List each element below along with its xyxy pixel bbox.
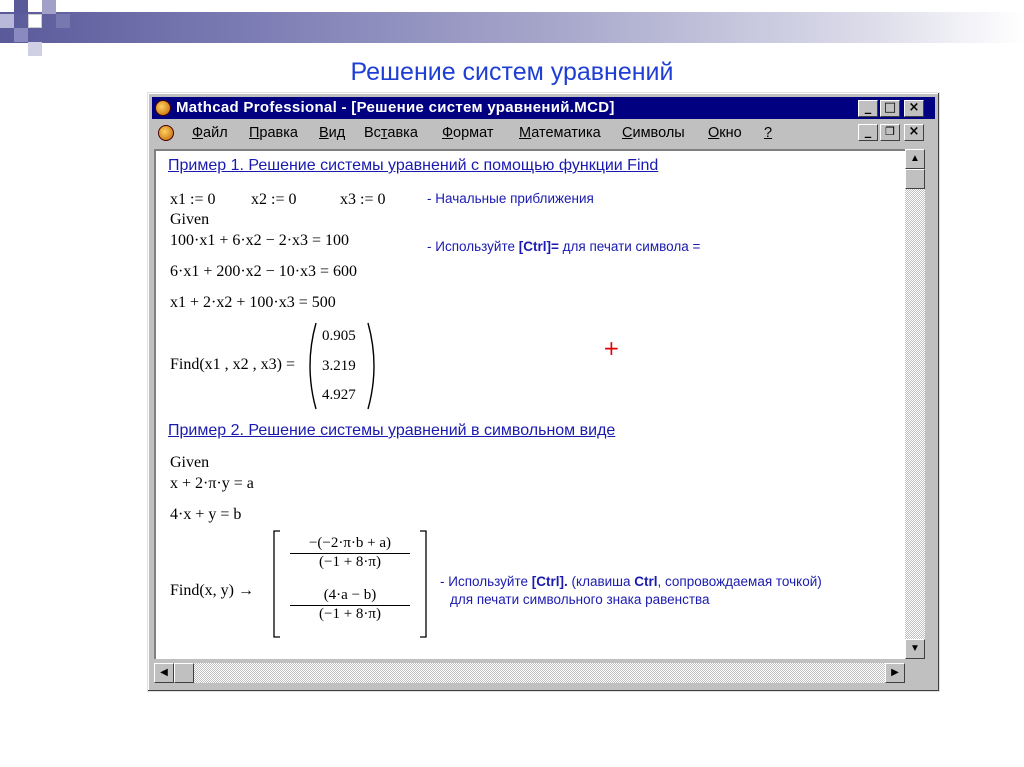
slide-decoration-square — [56, 14, 70, 28]
minimize-button[interactable]: _ — [858, 100, 878, 117]
menu-help[interactable] — [764, 125, 772, 141]
note-text: - Используйте — [440, 574, 532, 589]
note-text: (клавиша — [567, 574, 635, 589]
init-note[interactable]: - Начальные приближения — [427, 191, 594, 206]
ctrl-dot-note[interactable] — [440, 574, 822, 589]
slide-decoration-square — [28, 14, 42, 28]
init-x2[interactable]: x2 := 0 — [251, 191, 297, 208]
menu-accel: В — [319, 125, 329, 141]
worksheet[interactable] — [154, 149, 905, 659]
init-x3[interactable]: x3 := 0 — [340, 191, 386, 208]
slide-decoration-square — [42, 0, 56, 14]
menu-accel: Ф — [442, 125, 454, 141]
menu-label: Вс — [364, 125, 381, 141]
fraction-numerator: (4·a − b) — [323, 587, 377, 603]
result-x1: 0.905 — [322, 328, 356, 344]
menu-label: авка — [387, 125, 418, 141]
note-text: - Используйте — [427, 239, 519, 254]
ctrl-dot-note-line2[interactable]: для печати символьного знака равенства — [450, 592, 710, 607]
mathcad-app-icon[interactable] — [155, 100, 171, 116]
slide-decoration-square — [14, 28, 28, 42]
scrollbar-corner — [905, 663, 925, 683]
menu-accel: ? — [764, 125, 773, 141]
scroll-left-button[interactable]: ◀ — [154, 663, 174, 683]
scroll-up-button[interactable]: ▲ — [905, 149, 925, 169]
vertical-scroll-thumb[interactable] — [905, 169, 925, 189]
menu-insert[interactable] — [364, 125, 418, 141]
equation-2[interactable]: 6·x1 + 200·x2 − 10·x3 = 600 — [170, 263, 358, 280]
menu-accel: С — [622, 125, 633, 141]
note-key: [Ctrl]= — [518, 239, 559, 254]
example1-heading: Пример 1. Решение системы уравнений с помощью функции Find — [168, 157, 659, 174]
symbolic-fraction-x — [290, 535, 410, 571]
fraction-denominator: (−1 + 8·π) — [319, 554, 381, 570]
doc-restore-button[interactable]: ❐ — [880, 124, 900, 141]
result-x3: 4.927 — [322, 387, 356, 403]
scroll-right-button[interactable]: ▶ — [885, 663, 905, 683]
window-titlebar[interactable] — [152, 97, 935, 119]
document-icon[interactable] — [158, 125, 174, 141]
equation-3[interactable]: x1 + 2·x2 + 100·x3 = 500 — [170, 294, 336, 311]
menu-label: атематика — [531, 125, 601, 141]
symbolic-fraction-y — [290, 587, 410, 623]
menu-accel: М — [519, 125, 532, 141]
slide-decoration-square — [14, 0, 28, 14]
slide-decoration-square — [28, 42, 42, 56]
slide-decoration-square — [0, 14, 14, 28]
find-call[interactable]: Find(x1 , x2 , x3) = — [170, 356, 296, 373]
menu-edit[interactable] — [249, 125, 298, 141]
find-symbolic-call[interactable]: Find(x, y) → — [170, 582, 254, 599]
menu-label: ид — [328, 125, 346, 141]
menu-accel: О — [708, 125, 720, 141]
close-button[interactable]: × — [904, 100, 924, 117]
slide-title: Решение систем уравнений — [350, 58, 674, 86]
example2-heading: Пример 2. Решение системы уравнений в символьном виде — [168, 422, 616, 439]
menu-accel: П — [249, 125, 260, 141]
vertical-scrollbar[interactable] — [905, 149, 925, 659]
sym-equation-1[interactable]: x + 2·π·y = a — [170, 475, 254, 492]
insertion-cursor: + — [603, 336, 620, 360]
fraction-denominator: (−1 + 8·π) — [319, 606, 381, 622]
ctrl-equals-note[interactable] — [427, 239, 700, 254]
window-title: Mathcad Professional - [Решение систем уравнений.MCD] — [176, 99, 615, 116]
given-keyword-2[interactable]: Given — [170, 454, 210, 471]
note-text: , сопровождаемая точкой) — [657, 574, 822, 589]
horizontal-scrollbar[interactable] — [154, 663, 905, 683]
equation-1[interactable]: 100·x1 + 6·x2 − 2·x3 = 100 — [170, 232, 350, 249]
doc-minimize-button[interactable]: _ — [858, 124, 878, 141]
scroll-down-button[interactable]: ▼ — [905, 639, 925, 659]
init-x1[interactable]: x1 := 0 — [170, 191, 216, 208]
note-key: [Ctrl]. — [531, 574, 568, 589]
result-x2: 3.219 — [322, 358, 356, 374]
menu-view[interactable] — [319, 125, 345, 141]
menu-file[interactable] — [192, 125, 228, 141]
slide-decoration-bar — [0, 12, 1024, 43]
menu-math[interactable] — [519, 125, 601, 141]
maximize-button[interactable]: □ — [880, 100, 900, 117]
menu-format[interactable] — [442, 125, 494, 141]
menu-label: айл — [203, 125, 228, 141]
mathcad-window — [147, 92, 940, 692]
menu-symbols[interactable] — [622, 125, 685, 141]
menu-label: равка — [259, 125, 298, 141]
note-key: Ctrl — [634, 574, 658, 589]
sym-equation-2[interactable]: 4·x + y = b — [170, 506, 242, 523]
menu-accel: Ф — [192, 125, 204, 141]
menu-label: имволы — [632, 125, 685, 141]
horizontal-scroll-thumb[interactable] — [174, 663, 194, 683]
menu-accel: т — [380, 125, 388, 141]
doc-close-button[interactable]: × — [904, 124, 924, 141]
fraction-numerator: −(−2·π·b + a) — [308, 535, 392, 551]
menu-bar — [152, 121, 935, 145]
note-text: для печати символа = — [558, 239, 701, 254]
menu-label: ормат — [453, 125, 494, 141]
menu-label: кно — [719, 125, 742, 141]
menu-window[interactable] — [708, 125, 742, 141]
given-keyword[interactable]: Given — [170, 211, 210, 228]
